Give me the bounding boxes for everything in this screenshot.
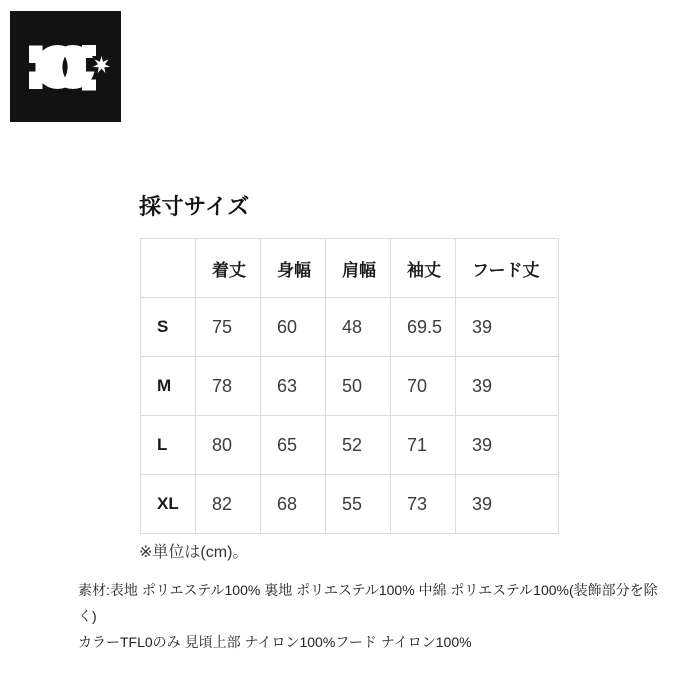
cell-value: 82 bbox=[196, 475, 261, 534]
page-title: 採寸サイズ bbox=[139, 194, 250, 219]
cell-value: 60 bbox=[261, 298, 326, 357]
cell-value: 48 bbox=[326, 298, 391, 357]
cell-value: 65 bbox=[261, 416, 326, 475]
size-label: XL bbox=[141, 475, 196, 534]
col-header-body-length: 着丈 bbox=[196, 239, 261, 298]
dc-logo bbox=[10, 11, 121, 122]
cell-value: 39 bbox=[456, 298, 559, 357]
table-row-s bbox=[141, 298, 559, 357]
cell-value: 52 bbox=[326, 416, 391, 475]
col-header-blank bbox=[141, 239, 196, 298]
header-row bbox=[141, 239, 559, 298]
cell-value: 73 bbox=[391, 475, 456, 534]
cell-value: 39 bbox=[456, 475, 559, 534]
cell-value: 39 bbox=[456, 357, 559, 416]
cell-value: 55 bbox=[326, 475, 391, 534]
cell-value: 70 bbox=[391, 357, 456, 416]
size-label: M bbox=[141, 357, 196, 416]
dc-logo-mark bbox=[10, 11, 121, 122]
material-line-2: カラーTFL0のみ 見頃上部 ナイロン100%フード ナイロン100% bbox=[78, 634, 472, 650]
cell-value: 69.5 bbox=[391, 298, 456, 357]
cell-value: 50 bbox=[326, 357, 391, 416]
table-row-xl bbox=[141, 475, 559, 534]
cell-value: 68 bbox=[261, 475, 326, 534]
cell-value: 80 bbox=[196, 416, 261, 475]
material-line-1: 素材:表地 ポリエステル100% 裏地 ポリエステル100% 中綿 ポリエステル100%(装飾部分を除く) bbox=[78, 582, 658, 624]
col-header-hood-length: フード丈 bbox=[456, 239, 559, 298]
size-table bbox=[140, 238, 559, 534]
col-header-shoulder-width: 肩幅 bbox=[326, 239, 391, 298]
cell-value: 75 bbox=[196, 298, 261, 357]
table-row-m bbox=[141, 357, 559, 416]
unit-note: ※単位は(cm)。 bbox=[139, 544, 249, 561]
cell-value: 63 bbox=[261, 357, 326, 416]
cell-value: 71 bbox=[391, 416, 456, 475]
size-label: S bbox=[141, 298, 196, 357]
col-header-sleeve-length: 袖丈 bbox=[391, 239, 456, 298]
col-header-body-width: 身幅 bbox=[261, 239, 326, 298]
cell-value: 78 bbox=[196, 357, 261, 416]
size-label: L bbox=[141, 416, 196, 475]
material-info bbox=[78, 577, 664, 655]
cell-value: 39 bbox=[456, 416, 559, 475]
table-row-l bbox=[141, 416, 559, 475]
